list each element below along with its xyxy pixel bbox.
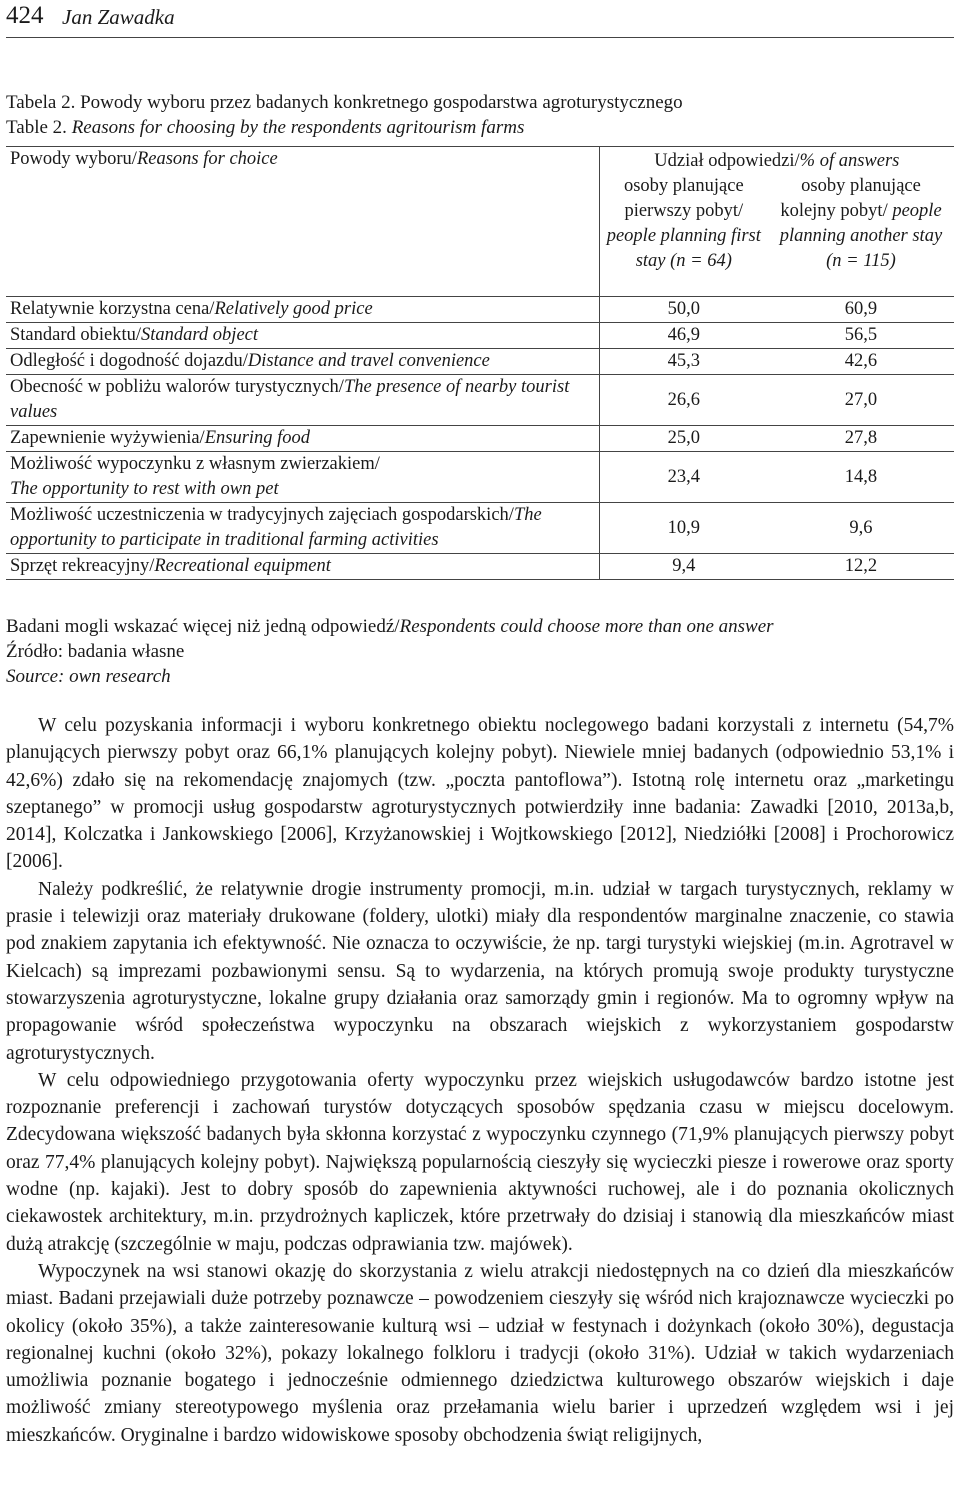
reason-pl: Obecność w pobliżu walorów turystycznych/ xyxy=(10,377,344,397)
note-multiple-answers xyxy=(6,614,774,639)
value-first-stay: 45,3 xyxy=(599,349,768,375)
row-reason xyxy=(6,426,599,452)
table-row xyxy=(6,375,954,426)
table-header-row xyxy=(6,147,954,175)
page-header xyxy=(6,0,954,36)
value-first-stay: 25,0 xyxy=(599,426,768,452)
header-first-en: people planning first stay (n = 64) xyxy=(606,226,761,271)
row-reason xyxy=(6,452,599,503)
reason-en: The opportunity to rest with own pet xyxy=(10,479,279,499)
reason-pl: Możliwość wypoczynku z własnym zwierzakiem/ xyxy=(10,454,380,474)
reason-pl: Relatywnie korzystna cena/ xyxy=(10,299,215,319)
value-next-stay: 27,8 xyxy=(768,426,954,452)
row-reason xyxy=(6,349,599,375)
table-row xyxy=(6,323,954,349)
body-paragraph: W celu odpowiedniego przygotowania oferty wypoczynku przez wiejskich usługodawców bardzo istotne jest rozpoznanie preferencji i zachowań turystów dotyczących sposobów spędzania czasu w miejscu docelowym. Zdecydowana większość badanych była skłonna korzystać z wypoczynku czynnego (71,9% planujących pierwszy pobyt oraz 77,4% planujących kolejny pobyt). Największą popularnością cieszyły się wycieczki piesze i rowerowe oraz sporty wodne (np. kajaki). Jest to dobry sposób do zapewnienia aktywności ruchowej, ale i do poznania okolicznych ciekawostek architektury, m.in. przydrożnych kapliczek, które przetrwały do dzisiaj i stanowią dla mieszkańców miast dużą atrakcję (szczególnie w maju, podczas odprawiania tzw. majówek). xyxy=(6,1069,954,1255)
running-head-author: Jan Zawadka xyxy=(62,5,175,29)
reason-pl: Zapewnienie wyżywienia/ xyxy=(10,428,205,448)
reason-en: The presence of nearby tourist values xyxy=(10,377,570,422)
body-text xyxy=(6,712,954,1449)
row-reason xyxy=(6,554,599,580)
reason-en: Relatively good price xyxy=(214,299,373,319)
header-share-cell xyxy=(599,147,954,175)
header-reason-pl: Powody wyboru/ xyxy=(10,149,137,169)
reason-pl: Odległość i dogodność dojazdu/ xyxy=(10,351,248,371)
header-reason-cell xyxy=(6,147,599,297)
table-notes xyxy=(6,614,774,689)
table-caption-en-prefix: Table 2. xyxy=(6,117,72,138)
reasons-table xyxy=(6,146,954,580)
table-caption-pl: Tabela 2. Powody wyboru przez badanych konkretnego gospodarstwa agroturystycznego xyxy=(6,92,683,113)
table-row xyxy=(6,297,954,323)
value-first-stay: 46,9 xyxy=(599,323,768,349)
table-row xyxy=(6,349,954,375)
reason-en: Distance and travel convenience xyxy=(247,351,490,371)
row-reason xyxy=(6,323,599,349)
note-multiple-en: Respondents could choose more than one answer xyxy=(399,616,774,637)
body-paragraph: Należy podkreślić, że relatywnie drogie instrumenty promocji, m.in. udział w targach turystycznych, reklamy w prasie i telewizji oraz materiały drukowane (foldery, ulotki) miały dla respondentów marginalne znaczenie, co stawia pod znakiem zapytania ich efektywność. Nie oznacza to oczywiście, że np. targi turystyki wiejskiej (m.in. Agrotravel w Kielcach) są imprezami pozbawionymi sensu. Są to wydarzenia, na których promują swoje produkty turystyczne stowarzyszenia agroturystyczne, lokalne grupy działania oraz samorządy gmin i regionów. Ma to ogromny wpływ na propagowanie wśród społeczeństwa wypoczynku na obszarach wiejskich z wykorzystaniem gospodarstw agroturystycznych. xyxy=(6,878,954,1064)
reason-en: The opportunity to participate in traditional farming activities xyxy=(10,505,542,550)
header-next-en: people planning another stay (n = 115) xyxy=(779,201,943,271)
reason-en: Standard object xyxy=(141,325,259,345)
value-first-stay: 10,9 xyxy=(599,503,768,554)
reason-en: Recreational equipment xyxy=(154,556,331,576)
reason-pl: Możliwość uczestniczenia w tradycyjnych zajęciach gospodarskich/ xyxy=(10,505,514,525)
header-first-pl: osoby planujące pierwszy pobyt/ xyxy=(623,176,744,221)
table-caption-en xyxy=(6,115,954,140)
body-paragraph: W celu pozyskania informacji i wyboru konkretnego obiektu noclegowego badani korzystali z internetu (54,7% planujących pierwszy pobyt oraz 66,1% planujących kolejny pobyt). Niewiele mniej badanych (odpowiednio 53,1% i 42,6%) zdało się na rekomendację znajomych (tzw. „poczta pantoflowa”). Istotną rolę internetu oraz „marketingu szeptanego” w promocji usług gospodarstw agroturystycznych potwierdziły inne badania: Zawadki [2010, 2013a,b, 2014], Kolczatka i Jankowskiego [2006], Krzyżanowskiej i Wojtkowskiego [2012], Niedziółki [2008] i Prochorowicz [2006]. xyxy=(6,715,954,873)
reason-pl: Sprzęt rekreacyjny/ xyxy=(10,556,155,576)
note-source-en: Source: own research xyxy=(6,666,171,687)
header-reason-en: Reasons for choice xyxy=(136,149,278,169)
header-share-en: % of answers xyxy=(799,151,900,171)
header-next-pl: osoby planujące kolejny pobyt/ xyxy=(780,176,921,221)
row-reason xyxy=(6,375,599,426)
value-first-stay: 9,4 xyxy=(599,554,768,580)
table-row xyxy=(6,452,954,503)
body-paragraph: Wypoczynek na wsi stanowi okazję do skorzystania z wielu atrakcji niedostępnych na co dzień dla mieszkańców miast. Badani przejawiali duże potrzeby poznawcze – powodzeniem cieszyły się wśród nich krajoznawcze wycieczki po okolicy (około 35%), a także zainteresowanie kulturą wsi – udział w festynach i dożynkach (około 30%), degustacja regionalnej kuchni (około 32%), pokazy lokalnego folkloru i tradycji (około 31%). Udział w takich wydarzeniach umożliwia poznanie bogatego i jednocześnie odmiennego dziedzictwa kulturowego obszarów wiejskich i daje możliwość zmiany stereotypowego myślenia oraz przełamania wielu barier i uprzedzeń względem wsi i jej mieszkańców. Oryginalne i bardzo widowiskowe sposoby obchodzenia świąt religijnych, xyxy=(6,1260,954,1446)
value-next-stay: 9,6 xyxy=(768,503,954,554)
value-first-stay: 50,0 xyxy=(599,297,768,323)
table-caption-en-title: Reasons for choosing by the respondents agritourism farms xyxy=(71,117,525,138)
value-next-stay: 56,5 xyxy=(768,323,954,349)
value-first-stay: 23,4 xyxy=(599,452,768,503)
header-share-pl: Udział odpowiedzi/ xyxy=(654,151,800,171)
note-multiple-pl: Badani mogli wskazać więcej niż jedną odpowiedź/ xyxy=(6,616,400,637)
value-next-stay: 14,8 xyxy=(768,452,954,503)
page-number: 424 xyxy=(6,2,44,29)
table-row xyxy=(6,426,954,452)
value-first-stay: 26,6 xyxy=(599,375,768,426)
value-next-stay: 27,0 xyxy=(768,375,954,426)
value-next-stay: 12,2 xyxy=(768,554,954,580)
table-row xyxy=(6,503,954,554)
reason-pl: Standard obiektu/ xyxy=(10,325,142,345)
value-next-stay: 42,6 xyxy=(768,349,954,375)
value-next-stay: 60,9 xyxy=(768,297,954,323)
table-row xyxy=(6,554,954,580)
header-next-stay-cell xyxy=(768,174,954,297)
note-source-pl: Źródło: badania własne xyxy=(6,641,185,662)
row-reason xyxy=(6,503,599,554)
header-rule xyxy=(6,37,954,38)
reason-en: Ensuring food xyxy=(204,428,311,448)
header-first-stay-cell xyxy=(599,174,768,297)
row-reason xyxy=(6,297,599,323)
